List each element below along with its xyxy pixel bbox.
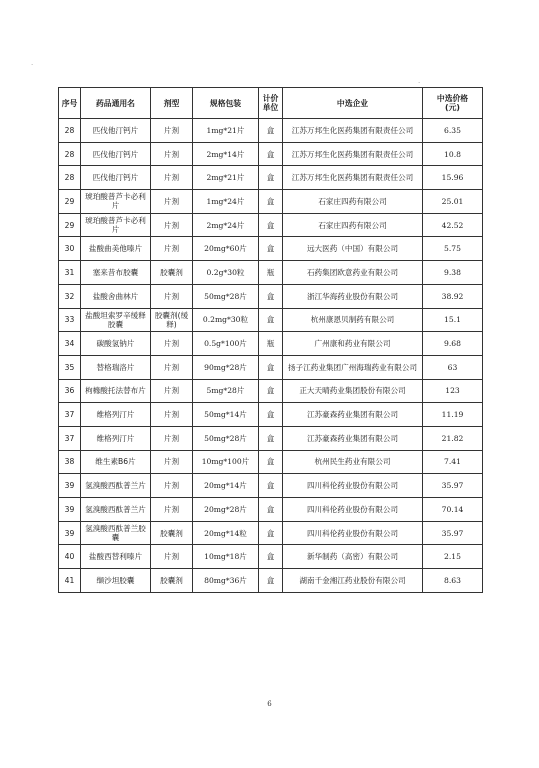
- page-number: 6: [267, 700, 272, 708]
- cell-selected-price: 2.15: [423, 545, 483, 569]
- cell-selected-enterprise: 江苏万邦生化医药集团有限责任公司: [283, 166, 423, 190]
- cell-pricing-unit: 盒: [259, 450, 283, 474]
- cell-selected-price: 35.97: [423, 521, 483, 545]
- column-header-dosage-form: 剂型: [151, 88, 193, 119]
- cell-serial-number: 39: [59, 498, 81, 522]
- cell-specification-package: 10mg*100片: [193, 450, 259, 474]
- cell-serial-number: 31: [59, 261, 81, 285]
- cell-specification-package: 0.2mg*30粒: [193, 308, 259, 332]
- cell-drug-generic-name: 匹伐他汀钙片: [81, 142, 151, 166]
- cell-selected-price: 42.52: [423, 213, 483, 237]
- cell-drug-generic-name: 琥珀酸普芦卡必利片: [81, 190, 151, 214]
- cell-selected-price: 9.38: [423, 261, 483, 285]
- drug-procurement-table: [58, 87, 483, 593]
- table-header-row: [59, 88, 483, 119]
- cell-specification-package: 20mg*60片: [193, 237, 259, 261]
- cell-drug-generic-name: 维格列汀片: [81, 426, 151, 450]
- cell-pricing-unit: 盒: [259, 119, 283, 143]
- table-row: [59, 190, 483, 214]
- cell-dosage-form: 片剂: [151, 332, 193, 356]
- cell-specification-package: 1mg*24片: [193, 190, 259, 214]
- cell-dosage-form: 片剂: [151, 426, 193, 450]
- cell-selected-price: 38.92: [423, 284, 483, 308]
- cell-selected-enterprise: 四川科伦药业股份有限公司: [283, 498, 423, 522]
- cell-pricing-unit: 盒: [259, 474, 283, 498]
- cell-selected-price: 10.8: [423, 142, 483, 166]
- cell-selected-price: 70.14: [423, 498, 483, 522]
- cell-selected-price: 63: [423, 355, 483, 379]
- table-row: [59, 308, 483, 332]
- cell-dosage-form: 片剂: [151, 190, 193, 214]
- cell-selected-enterprise: 浙江华海药业股份有限公司: [283, 284, 423, 308]
- cell-drug-generic-name: 盐酸坦索罗辛缓释胶囊: [81, 308, 151, 332]
- cell-selected-enterprise: 正大天晴药业集团股份有限公司: [283, 379, 423, 403]
- cell-dosage-form: 片剂: [151, 142, 193, 166]
- cell-specification-package: 20mg*28片: [193, 498, 259, 522]
- cell-dosage-form: 片剂: [151, 379, 193, 403]
- cell-specification-package: 20mg*14片: [193, 474, 259, 498]
- cell-selected-price: 11.19: [423, 403, 483, 427]
- cell-drug-generic-name: 维生素B6片: [81, 450, 151, 474]
- cell-serial-number: 29: [59, 213, 81, 237]
- cell-dosage-form: 胶囊剂: [151, 261, 193, 285]
- cell-selected-price: 6.35: [423, 119, 483, 143]
- cell-selected-enterprise: 杭州康恩贝制药有限公司: [283, 308, 423, 332]
- cell-selected-enterprise: 四川科伦药业股份有限公司: [283, 474, 423, 498]
- table-row: [59, 474, 483, 498]
- table-body: [59, 119, 483, 593]
- table-row: [59, 237, 483, 261]
- cell-drug-generic-name: 氢溴酸西酞普兰片: [81, 474, 151, 498]
- cell-pricing-unit: 瓶: [259, 332, 283, 356]
- cell-selected-enterprise: 远大医药（中国）有限公司: [283, 237, 423, 261]
- cell-serial-number: 40: [59, 545, 81, 569]
- table-row: [59, 545, 483, 569]
- cell-serial-number: 30: [59, 237, 81, 261]
- drug-table-container: [58, 87, 482, 593]
- cell-dosage-form: 片剂: [151, 166, 193, 190]
- column-header-selected-price: 中选价格 (元): [423, 88, 483, 119]
- cell-selected-enterprise: 湖南千金湘江药业股份有限公司: [283, 569, 423, 593]
- cell-pricing-unit: 盒: [259, 308, 283, 332]
- cell-pricing-unit: 盒: [259, 403, 283, 427]
- cell-drug-generic-name: 枸橼酸托法替布片: [81, 379, 151, 403]
- cell-drug-generic-name: 盐酸舍曲林片: [81, 284, 151, 308]
- cell-serial-number: 37: [59, 403, 81, 427]
- cell-serial-number: 32: [59, 284, 81, 308]
- table-row: [59, 379, 483, 403]
- cell-pricing-unit: 盒: [259, 379, 283, 403]
- cell-serial-number: 34: [59, 332, 81, 356]
- cell-specification-package: 2mg*24片: [193, 213, 259, 237]
- cell-drug-generic-name: 琥珀酸普芦卡必利片: [81, 213, 151, 237]
- cell-specification-package: 50mg*14片: [193, 403, 259, 427]
- cell-drug-generic-name: 氢溴酸西酞普兰胶囊: [81, 521, 151, 545]
- table-row: [59, 261, 483, 285]
- cell-selected-price: 15.1: [423, 308, 483, 332]
- table-row: [59, 426, 483, 450]
- cell-drug-generic-name: 盐酸西替利嗪片: [81, 545, 151, 569]
- cell-specification-package: 50mg*28片: [193, 284, 259, 308]
- cell-serial-number: 37: [59, 426, 81, 450]
- cell-pricing-unit: 盒: [259, 237, 283, 261]
- cell-drug-generic-name: 塞来昔布胶囊: [81, 261, 151, 285]
- table-row: [59, 332, 483, 356]
- cell-specification-package: 2mg*21片: [193, 166, 259, 190]
- cell-selected-enterprise: 广州康和药业有限公司: [283, 332, 423, 356]
- scan-mark: ·: [418, 79, 421, 87]
- column-header-specification-package: 规格包装: [193, 88, 259, 119]
- cell-drug-generic-name: 缬沙坦胶囊: [81, 569, 151, 593]
- cell-selected-price: 21.82: [423, 426, 483, 450]
- cell-specification-package: 20mg*14粒: [193, 521, 259, 545]
- cell-pricing-unit: 盒: [259, 213, 283, 237]
- cell-selected-price: 5.75: [423, 237, 483, 261]
- cell-selected-enterprise: 扬子江药业集团广州海瑞药业有限公司: [283, 355, 423, 379]
- cell-drug-generic-name: 维格列汀片: [81, 403, 151, 427]
- column-header-drug-generic-name: 药品通用名: [81, 88, 151, 119]
- cell-drug-generic-name: 替格瑞洛片: [81, 355, 151, 379]
- cell-pricing-unit: 盒: [259, 569, 283, 593]
- cell-dosage-form: 片剂: [151, 284, 193, 308]
- scan-mark: ·: [31, 61, 34, 69]
- cell-serial-number: 38: [59, 450, 81, 474]
- cell-selected-price: 8.63: [423, 569, 483, 593]
- table-row: [59, 355, 483, 379]
- cell-selected-enterprise: 石家庄四药有限公司: [283, 213, 423, 237]
- table-row: [59, 213, 483, 237]
- cell-selected-enterprise: 石家庄四药有限公司: [283, 190, 423, 214]
- cell-drug-generic-name: 盐酸曲美他嗪片: [81, 237, 151, 261]
- table-row: [59, 142, 483, 166]
- cell-serial-number: 41: [59, 569, 81, 593]
- cell-dosage-form: 片剂: [151, 545, 193, 569]
- column-header-selected-enterprise: 中选企业: [283, 88, 423, 119]
- cell-dosage-form: 胶囊剂: [151, 521, 193, 545]
- table-row: [59, 569, 483, 593]
- table-row: [59, 166, 483, 190]
- cell-dosage-form: 片剂: [151, 355, 193, 379]
- cell-pricing-unit: 盒: [259, 355, 283, 379]
- cell-pricing-unit: 盒: [259, 521, 283, 545]
- table-row: [59, 498, 483, 522]
- cell-drug-generic-name: 匹伐他汀钙片: [81, 166, 151, 190]
- cell-selected-enterprise: 四川科伦药业股份有限公司: [283, 521, 423, 545]
- cell-dosage-form: 胶囊剂: [151, 569, 193, 593]
- cell-selected-price: 25.01: [423, 190, 483, 214]
- cell-dosage-form: 片剂: [151, 237, 193, 261]
- cell-drug-generic-name: 匹伐他汀钙片: [81, 119, 151, 143]
- cell-selected-price: 7.41: [423, 450, 483, 474]
- cell-dosage-form: 片剂: [151, 450, 193, 474]
- cell-serial-number: 28: [59, 166, 81, 190]
- cell-serial-number: 29: [59, 190, 81, 214]
- cell-specification-package: 5mg*28片: [193, 379, 259, 403]
- cell-pricing-unit: 盒: [259, 166, 283, 190]
- cell-specification-package: 90mg*28片: [193, 355, 259, 379]
- column-header-pricing-unit: 计价 单位: [259, 88, 283, 119]
- cell-dosage-form: 片剂: [151, 403, 193, 427]
- cell-specification-package: 1mg*21片: [193, 119, 259, 143]
- cell-selected-price: 123: [423, 379, 483, 403]
- cell-pricing-unit: 盒: [259, 498, 283, 522]
- cell-selected-enterprise: 江苏万邦生化医药集团有限责任公司: [283, 142, 423, 166]
- cell-dosage-form: 片剂: [151, 474, 193, 498]
- table-row: [59, 403, 483, 427]
- cell-pricing-unit: 盒: [259, 426, 283, 450]
- cell-serial-number: 28: [59, 142, 81, 166]
- table-row: [59, 450, 483, 474]
- cell-specification-package: 0.2g*30粒: [193, 261, 259, 285]
- cell-pricing-unit: 盒: [259, 190, 283, 214]
- cell-drug-generic-name: 氢溴酸西酞普兰片: [81, 498, 151, 522]
- cell-pricing-unit: 瓶: [259, 261, 283, 285]
- cell-selected-enterprise: 江苏豪森药业集团有限公司: [283, 403, 423, 427]
- cell-dosage-form: 片剂: [151, 213, 193, 237]
- cell-selected-enterprise: 新华制药（高密）有限公司: [283, 545, 423, 569]
- cell-specification-package: 10mg*18片: [193, 545, 259, 569]
- cell-pricing-unit: 盒: [259, 284, 283, 308]
- cell-serial-number: 35: [59, 355, 81, 379]
- cell-selected-price: 35.97: [423, 474, 483, 498]
- cell-specification-package: 0.5g*100片: [193, 332, 259, 356]
- cell-serial-number: 39: [59, 521, 81, 545]
- cell-specification-package: 80mg*36片: [193, 569, 259, 593]
- cell-specification-package: 50mg*28片: [193, 426, 259, 450]
- cell-selected-enterprise: 江苏豪森药业集团有限公司: [283, 426, 423, 450]
- cell-selected-enterprise: 江苏万邦生化医药集团有限责任公司: [283, 119, 423, 143]
- cell-selected-price: 15.96: [423, 166, 483, 190]
- cell-serial-number: 28: [59, 119, 81, 143]
- cell-serial-number: 36: [59, 379, 81, 403]
- table-row: [59, 119, 483, 143]
- cell-selected-enterprise: 杭州民生药业有限公司: [283, 450, 423, 474]
- cell-serial-number: 33: [59, 308, 81, 332]
- cell-specification-package: 2mg*14片: [193, 142, 259, 166]
- column-header-serial-number: 序号: [59, 88, 81, 119]
- cell-drug-generic-name: 碳酸氢钠片: [81, 332, 151, 356]
- cell-selected-price: 9.68: [423, 332, 483, 356]
- table-row: [59, 284, 483, 308]
- cell-selected-enterprise: 石药集团欧意药业有限公司: [283, 261, 423, 285]
- cell-serial-number: 39: [59, 474, 81, 498]
- cell-dosage-form: 片剂: [151, 498, 193, 522]
- cell-pricing-unit: 盒: [259, 545, 283, 569]
- cell-dosage-form: 胶囊剂(缓释): [151, 308, 193, 332]
- cell-dosage-form: 片剂: [151, 119, 193, 143]
- table-row: [59, 521, 483, 545]
- cell-pricing-unit: 盒: [259, 142, 283, 166]
